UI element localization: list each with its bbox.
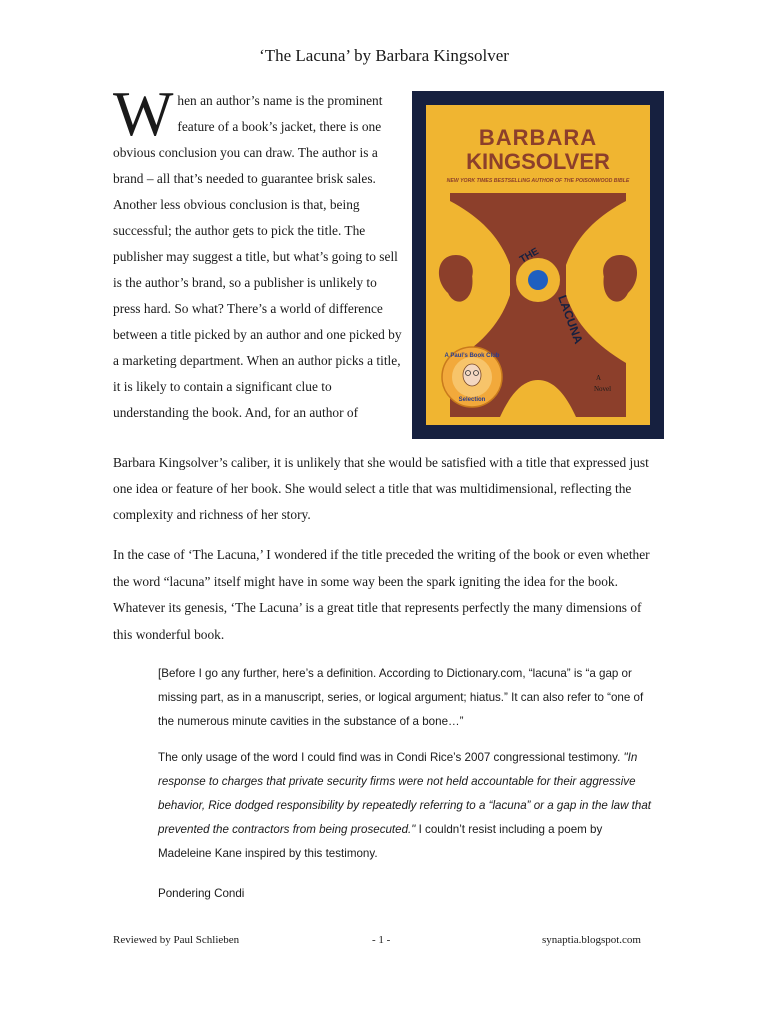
badge-bottom-text: Selection [458,397,486,403]
poem-title: Pondering Condi [158,887,245,900]
definition-block: [Before I go any further, here’s a definition. According to Dictionary.com, “lacuna” is “a gap or missing part, as in a manuscript, series, or logical argument; hiatus.” It can also refer to “one of the numerous minute cavities in the substance of a bone…” [158,667,644,728]
cover-title-the: THE [518,246,541,266]
badge-face-icon [463,364,481,386]
paragraph-2: In the case of ‘The Lacuna,’ I wondered if the title preceded the writing of the book or even whether the word “lacuna” itself might have in some way been the spark igniting the idea for the book. Whatever its genesis, ‘The Lacuna’ is a great title that represents perfectly the many dimensions of this wonderful book. [113,547,650,642]
usage-quote: "In response to charges that private security firms were not held accountable for their aggressive behavior, Rice dodged responsibility by repeatedly referring to a “lacuna” or a gap in the law that prevented the contractors from being prosecuted." [158,751,652,836]
badge-top-text: A Paul’s Book Club [444,353,500,359]
footer-page-number: - 1 - [372,934,391,946]
cover-eye [528,270,548,290]
cover-tagline: NEW YORK TIMES BESTSELLING AUTHOR OF THE POISONWOOD BIBLE [446,178,630,184]
usage-intro: The only usage of the word I could find was in Condi Rice’s 2007 congressional testimony. [158,751,624,764]
book-cover-image [412,91,664,439]
book-cover-art [426,105,650,425]
footer-website: synaptia.blogspot.com [542,934,641,946]
cover-author-last: KINGSOLVER [466,149,610,174]
intro-paragraph [113,78,405,426]
cover-title-lacuna: LACUNA [555,293,586,346]
usage-block [158,746,658,866]
page-title: ‘The Lacuna’ by Barbara Kingsolver [259,46,509,65]
drop-cap: W [113,78,174,149]
cover-novel-a: A [596,374,602,382]
usage-outro: I couldn’t resist including a poem by Madeleine Kane inspired by this testimony. [158,823,603,860]
intro-paragraph-continued: Barbara Kingsolver’s caliber, it is unlikely that she would be satisfied with a title that expressed just one idea or feature of her book. She would select a title that was multidimensional, reflecting the complexity and richness of her story. [113,455,649,522]
book-club-badge [442,347,502,407]
cover-novel-word: Novel [594,385,612,393]
footer-reviewer: Reviewed by Paul Schlieben [113,934,240,946]
intro-text: hen an author’s name is the prominent feature of a book’s jacket, there is one obvious conclusion you can draw. The author is a brand – all that’s needed to guarantee brisk sales. Another less obvious conclusion is that, being successful; the author gets to pick the title. The publisher may suggest a title, but what’s going to sell is the author’s brand, so a publisher is unlikely to press hard. So what? There’s a world of difference between a title picked by an author and one picked by a marketing department. When an author picks a title, it is likely to contain a significant clue to understanding the book. And, for an author of [113,93,402,420]
cover-author-first: BARBARA [478,125,598,150]
